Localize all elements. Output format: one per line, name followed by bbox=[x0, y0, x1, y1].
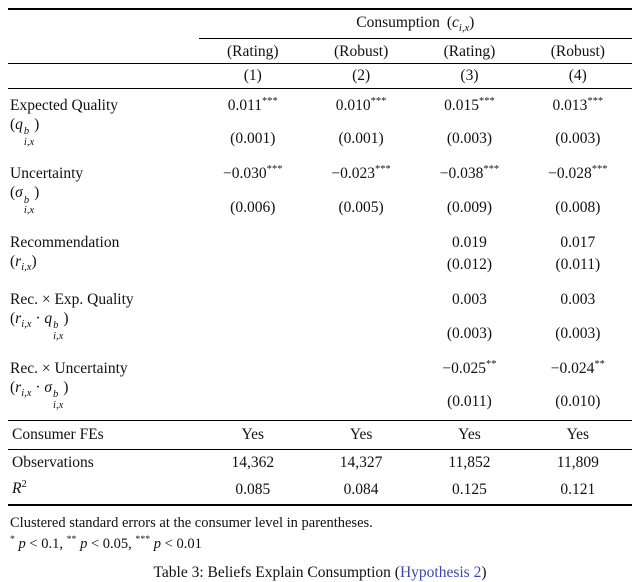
fe-label: Consumer FEs bbox=[8, 421, 199, 450]
coef-se bbox=[307, 252, 415, 283]
observations-value: 14,327 bbox=[339, 454, 383, 472]
coef-row-4 bbox=[8, 352, 632, 378]
note-significance bbox=[10, 535, 632, 554]
coef-se: (0.009) bbox=[446, 199, 493, 217]
coef-value: 0.017 bbox=[560, 234, 596, 252]
coef-value: 0.010*** bbox=[335, 95, 387, 114]
header-spacer bbox=[8, 63, 199, 88]
header-spacer bbox=[8, 38, 199, 63]
coef-se: (0.003) bbox=[555, 130, 601, 148]
coef-se: (0.003) bbox=[446, 324, 493, 342]
table-caption bbox=[8, 564, 632, 582]
coef-math-label: ($r_{i,x} \cdot q$ b i,x ) bbox=[10, 309, 69, 342]
note-clustered-se: Clustered standard errors at the consumer level in parentheses. bbox=[10, 514, 373, 531]
coef-value: −0.030*** bbox=[223, 164, 283, 183]
observations-value: 14,362 bbox=[231, 454, 275, 472]
fe-value: Yes bbox=[524, 421, 632, 450]
column-group-4: (Robust) bbox=[550, 42, 605, 60]
coef-value bbox=[199, 352, 307, 378]
coef-value: 0.003 bbox=[560, 290, 596, 308]
coef-se: (0.012) bbox=[446, 255, 493, 273]
table-notes bbox=[8, 515, 632, 554]
observations-label: Observations bbox=[12, 454, 94, 472]
se-row-2 bbox=[8, 252, 632, 283]
coef-value: 0.003 bbox=[452, 290, 487, 308]
coef-value bbox=[199, 283, 307, 309]
column-number-3: (3) bbox=[415, 63, 523, 88]
caption-text-suffix: ) bbox=[481, 564, 487, 582]
coef-value bbox=[199, 226, 307, 252]
coef-se: (0.003) bbox=[555, 324, 601, 342]
coef-value bbox=[307, 226, 415, 252]
coef-se: (0.011) bbox=[555, 255, 601, 273]
coef-value bbox=[307, 352, 415, 378]
caption-hypothesis-link[interactable]: Hypothesis 2 bbox=[399, 564, 482, 582]
fe-value: Yes bbox=[199, 421, 307, 450]
dependent-variable-label: Consumption bbox=[356, 14, 440, 31]
coef-se: (0.006) bbox=[230, 199, 276, 217]
coef-value: −0.028*** bbox=[548, 164, 608, 183]
coef-row-3 bbox=[8, 283, 632, 309]
dependent-variable-header bbox=[199, 9, 632, 38]
fe-value: Yes bbox=[307, 421, 415, 450]
r-squared-label: $R^2$ bbox=[8, 475, 199, 504]
caption-text: Table 3: Beliefs Explain Consumption ( bbox=[153, 564, 400, 582]
se-row-0 bbox=[8, 115, 632, 158]
coef-label: Uncertainty bbox=[10, 165, 84, 183]
coef-value: −0.023*** bbox=[331, 164, 391, 183]
coef-se: (0.010) bbox=[555, 393, 601, 411]
column-number-4: (4) bbox=[524, 63, 632, 88]
se-row-3 bbox=[8, 309, 632, 352]
column-number-row bbox=[8, 63, 632, 88]
coef-value: −0.024** bbox=[550, 358, 605, 377]
coef-label: Rec. × Uncertainty bbox=[10, 359, 128, 377]
coef-se: (0.011) bbox=[447, 393, 492, 411]
sig-level-3: *** p < 0.01 bbox=[135, 534, 202, 553]
coef-se bbox=[199, 309, 307, 352]
column-group-row bbox=[8, 38, 632, 63]
coef-se bbox=[307, 309, 415, 352]
coef-value bbox=[307, 283, 415, 309]
coef-row-2 bbox=[8, 226, 632, 252]
r-squared-value: 0.121 bbox=[524, 475, 632, 504]
r-squared-value: 0.085 bbox=[199, 475, 307, 504]
fe-value: Yes bbox=[415, 421, 523, 450]
regression-table bbox=[8, 8, 632, 506]
coef-se: (0.003) bbox=[446, 130, 493, 148]
header-spacer bbox=[8, 9, 199, 38]
coef-value: 0.015*** bbox=[444, 95, 495, 114]
coef-label: Rec. × Exp. Quality bbox=[10, 290, 134, 308]
dependent-variable-row bbox=[8, 9, 632, 38]
coef-value: 0.011*** bbox=[227, 95, 278, 114]
r-squared-row bbox=[8, 475, 632, 504]
coef-label: Recommendation bbox=[10, 234, 120, 252]
coef-math-label: (q b i,x ) bbox=[10, 115, 40, 148]
dependent-variable-math: $(c_{i,x})$ bbox=[446, 14, 475, 35]
r-squared-value: 0.125 bbox=[415, 475, 523, 504]
coef-value: −0.025** bbox=[442, 358, 497, 377]
stats-body bbox=[8, 450, 632, 505]
coef-label: Expected Quality bbox=[10, 96, 119, 114]
column-group-1: (Rating) bbox=[226, 42, 279, 60]
coef-math-label: (σ b i,x ) bbox=[10, 184, 40, 217]
coef-se: (0.005) bbox=[338, 199, 384, 217]
observations-value: 11,852 bbox=[448, 454, 491, 472]
fixed-effects-body bbox=[8, 421, 632, 450]
coef-se bbox=[307, 378, 415, 421]
coef-row-0 bbox=[8, 88, 632, 115]
coef-row-1 bbox=[8, 157, 632, 183]
sig-level-1: * p < 0.1, bbox=[10, 534, 63, 553]
se-row-4 bbox=[8, 378, 632, 421]
coef-se bbox=[199, 378, 307, 421]
table-header bbox=[8, 9, 632, 88]
observations-value: 11,809 bbox=[556, 454, 599, 472]
column-group-2: (Robust) bbox=[333, 42, 389, 60]
coef-math-label: $(r_{i,x})$ bbox=[10, 253, 37, 274]
column-number-1: (1) bbox=[199, 63, 307, 88]
consumer-fe-row bbox=[8, 421, 632, 450]
observations-row bbox=[8, 450, 632, 476]
coef-math-label: ($r_{i,x} \cdot \sigma$ b i,x ) bbox=[10, 378, 69, 411]
sig-level-2: ** p < 0.05, bbox=[66, 534, 132, 553]
coef-se: (0.001) bbox=[338, 130, 384, 148]
coef-value: −0.038*** bbox=[439, 164, 500, 183]
coef-value: 0.013*** bbox=[552, 95, 604, 114]
coefficients-body bbox=[8, 88, 632, 421]
coef-se: (0.008) bbox=[555, 199, 601, 217]
coef-se bbox=[199, 252, 307, 283]
se-row-1 bbox=[8, 183, 632, 226]
coef-se: (0.001) bbox=[230, 130, 276, 148]
column-group-3: (Rating) bbox=[443, 42, 496, 60]
column-number-2: (2) bbox=[307, 63, 415, 88]
coef-value: 0.019 bbox=[452, 234, 487, 252]
r-squared-value: 0.084 bbox=[307, 475, 415, 504]
